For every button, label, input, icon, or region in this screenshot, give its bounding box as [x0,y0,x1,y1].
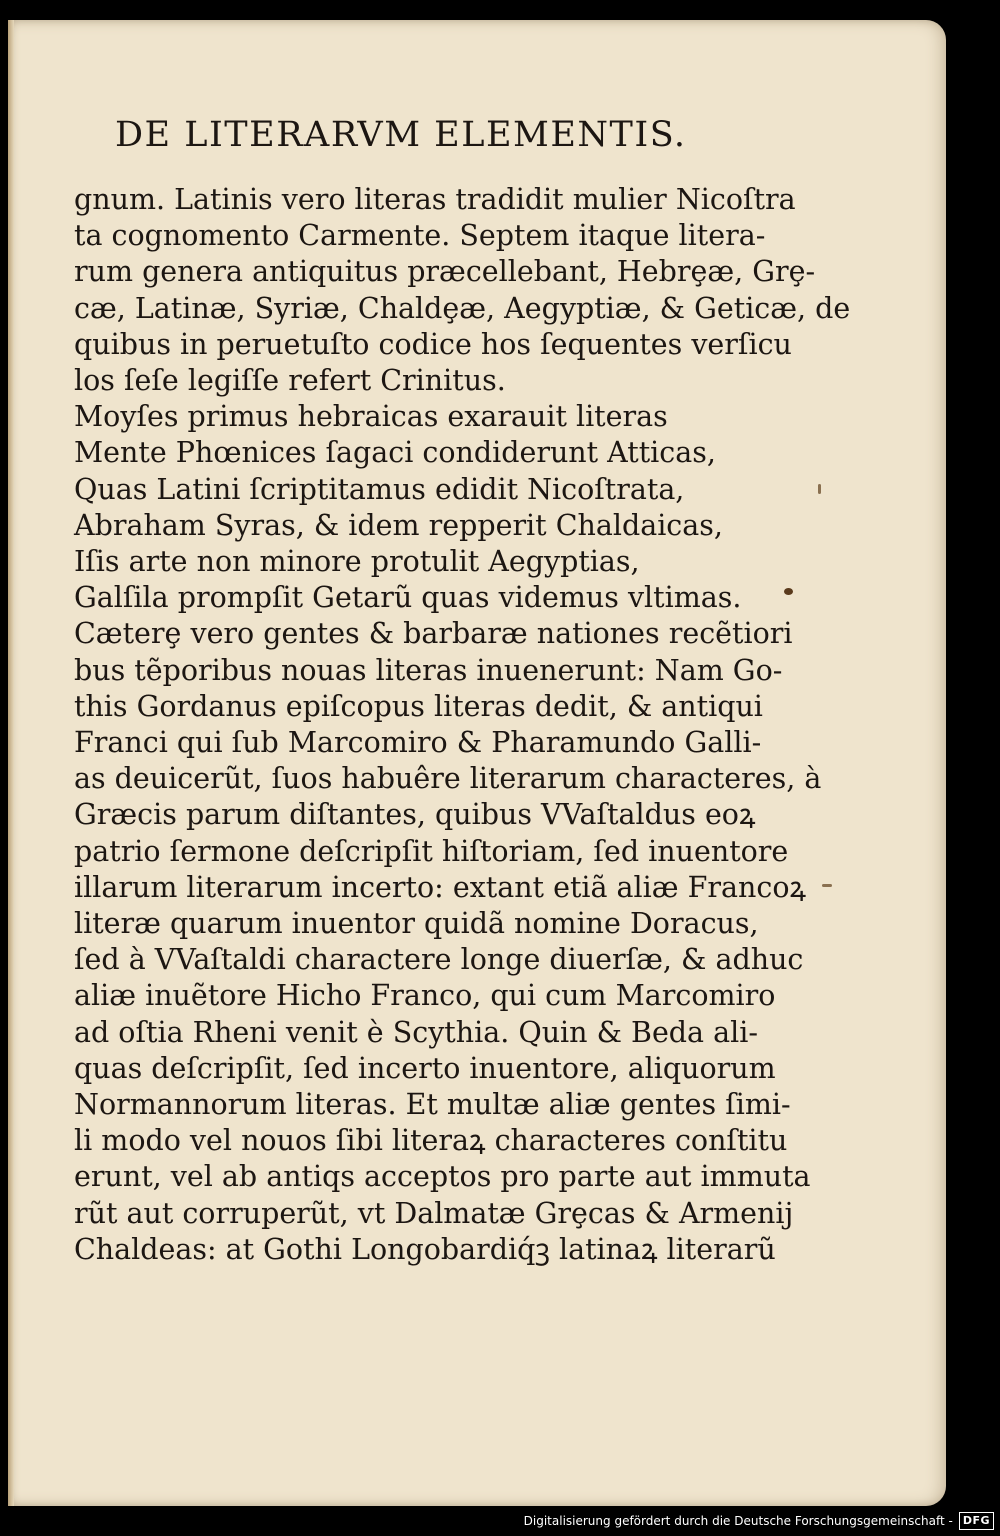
text-line: ta cognomento Carmente. Septem itaque litera- [74,219,766,253]
text-line: this Gordanus epiſcopus literas dedit, & antiqui [74,689,763,723]
text-line: quibus in peruetuſto codice hos ſequentes verſicu [74,327,792,361]
text-line: quas deſcripſit, ſed incerto inuentore, aliquorum [74,1051,776,1085]
text-line: gnum. Latinis vero literas tradidit mulier Nicoſtra [74,183,796,216]
ink-speck [818,484,821,494]
text-line: Græcis parum diſtantes, quibus VVaſtaldus eoꝝ [74,798,756,832]
page-body [74,182,851,1268]
text-line: erunt, vel ab antiqs acceptos pro parte aut immuta [74,1160,811,1194]
text-line: Quas Latini ſcriptitamus edidit Nicoſtrata, [74,472,685,506]
text-line: li modo vel nouos ſibi literaꝝ characteres conſtitu [74,1124,788,1158]
text-line: Chaldeas: at Gothi Longobardiq́ꝫ latinaꝝ literarũ [74,1232,776,1266]
text-line: Moyſes primus hebraicas exarauit literas [74,400,668,434]
text-line: cæ, Latinæ, Syriæ, Chaldȩæ, Aegyptiæ, & Geticæ, de [74,291,851,325]
text-line: Franci qui ſub Marcomiro & Pharamundo Galli- [74,726,762,760]
text-line: as deuicerũt, ſuos habuêre literarum characteres, à [74,762,822,796]
text-line: los ſeſe legiſſe refert Crinitus. [74,364,506,398]
text-line: rũt aut corruperũt, vt Dalmatæ Grȩcas & Armenij [74,1196,794,1230]
text-line: illarum literarum incerto: extant etiã aliæ Francoꝝ [74,870,806,904]
prose-block-2 [74,616,822,1268]
text-line: Normannorum literas. Et multæ aliæ gentes ſimi- [74,1088,791,1122]
text-line: bus tẽporibus nouas literas inuenerunt: Nam Go- [74,653,783,687]
text-line: literæ quarum inuentor quidã nomine Doracus, [74,907,759,941]
text-line: ſed à VVaſtaldi charactere longe diuerſæ, & adhuc [74,943,804,977]
text-line: aliæ inuẽtore Hicho Franco, qui cum Marcomiro [74,979,776,1013]
text-line: patrio ſermone deſcripſit hiſtoriam, ſed inuentore [74,834,789,868]
text-line: ad oſtia Rheni venit è Scythia. Quin & Beda ali- [74,1015,758,1049]
text-line: rum genera antiquitus præcellebant, Hebrȩæ, Grȩ- [74,255,816,289]
ink-speck [822,884,832,887]
footer-credit: Digitalisierung gefördert durch die Deutsche Forschungsgemeinschaft - [523,1514,953,1528]
text-line: Iſis arte non minore protulit Aegyptias, [74,545,640,579]
dfg-logo: DFG [959,1512,994,1530]
text-line: Cæterȩ vero gentes & barbaræ nationes recẽtiori [74,617,793,651]
text-line: Mente Phœnices ſagaci condiderunt Atticas, [74,436,716,470]
running-head: DE LITERARVM ELEMENTIS. [115,115,687,155]
prose-block-1 [74,182,851,399]
text-line: Galſila prompſit Getarũ quas videmus vltimas. [74,581,742,615]
text-line: Abraham Syras, & idem repperit Chaldaicas, [74,508,723,542]
ink-speck [784,588,793,595]
digitization-footer [524,1510,994,1532]
page-gutter-edge [8,20,14,1506]
verse-block [74,399,754,616]
